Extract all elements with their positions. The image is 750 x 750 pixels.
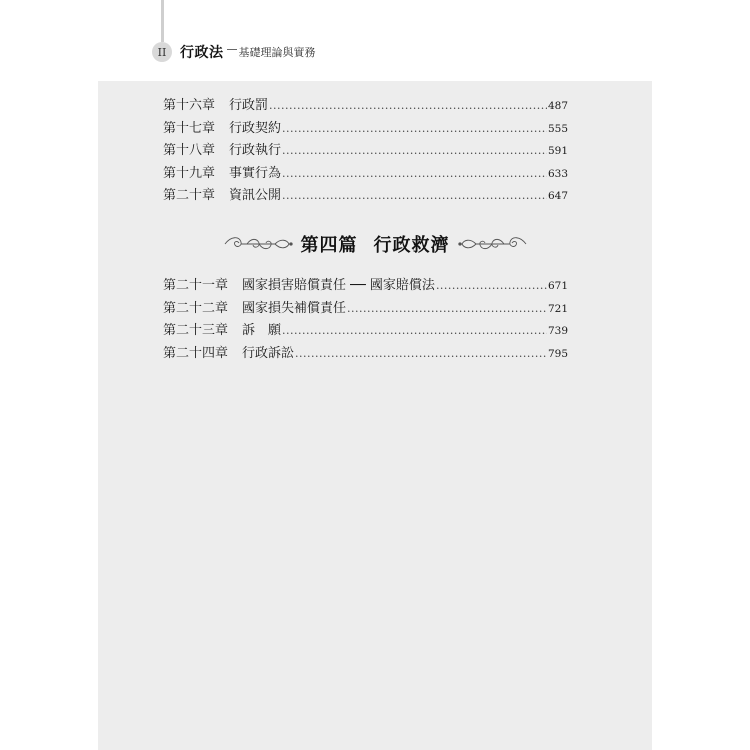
chapter-page: 555 (547, 122, 568, 135)
chapter-page: 591 (547, 145, 568, 157)
chapter-title: 事實行為 (229, 165, 282, 181)
chapter-page: 795 (547, 347, 568, 360)
toc-row[interactable] (163, 162, 568, 185)
book-subtitle: 基礎理論與實務 (238, 46, 316, 59)
toc-row[interactable] (163, 274, 568, 297)
part-title: 行政救濟 (373, 235, 450, 256)
chapter-page: 721 (547, 302, 568, 315)
chapter-number: 第十七章 (163, 120, 216, 136)
toc-section-2 (163, 274, 568, 364)
chapter-title: 行政契約 (229, 120, 282, 136)
toc-row[interactable] (163, 184, 568, 207)
running-header (152, 40, 316, 64)
toc-row[interactable] (163, 319, 568, 342)
chapter-title: 行政訴訟 (242, 345, 295, 361)
swirl-ornament-left-icon (223, 234, 293, 254)
dot-leader (347, 302, 547, 315)
chapter-number: 第二十章 (163, 188, 216, 203)
toc-row[interactable] (163, 342, 568, 365)
chapter-page: 739 (547, 325, 568, 337)
dot-leader (436, 279, 547, 292)
chapter-title: 國家損失補償責任 (242, 300, 347, 316)
chapter-number: 第二十一章 (163, 278, 229, 293)
dot-leader (282, 167, 547, 180)
toc-section-1 (163, 94, 568, 207)
dot-leader (282, 122, 547, 135)
chapter-page: 647 (547, 190, 568, 202)
chapter-number: 第二十二章 (163, 300, 229, 316)
page-number-badge: II (152, 42, 172, 62)
toc-row[interactable] (163, 297, 568, 320)
title-separator (227, 49, 237, 50)
dot-leader (295, 347, 547, 360)
chapter-page: 671 (547, 280, 568, 292)
swirl-ornament-right-icon (458, 234, 528, 254)
chapter-number: 第十六章 (163, 98, 216, 113)
chapter-number: 第二十三章 (163, 323, 229, 338)
dot-leader (282, 144, 547, 157)
chapter-title: 資訊公開 (229, 188, 282, 203)
part-label: 第四篇 (300, 235, 358, 256)
chapter-number: 第二十四章 (163, 345, 229, 361)
toc-row[interactable] (163, 94, 568, 117)
chapter-title: 國家損害賠償責任 ── 國家賠償法 (242, 278, 435, 293)
chapter-title: 行政罰 (229, 98, 269, 113)
part-heading (222, 228, 528, 260)
dot-leader (269, 99, 547, 112)
dot-leader (282, 324, 547, 337)
dot-leader (282, 189, 547, 202)
chapter-number: 第十八章 (163, 143, 216, 158)
chapter-number: 第十九章 (163, 165, 216, 181)
spine-line (161, 0, 164, 42)
toc-row[interactable] (163, 139, 568, 162)
book-title: 行政法 (180, 45, 224, 61)
chapter-page: 633 (547, 167, 568, 180)
chapter-title: 訴 願 (242, 323, 282, 338)
toc-row[interactable] (163, 117, 568, 140)
chapter-title: 行政執行 (229, 143, 282, 158)
chapter-page: 487 (547, 100, 568, 112)
